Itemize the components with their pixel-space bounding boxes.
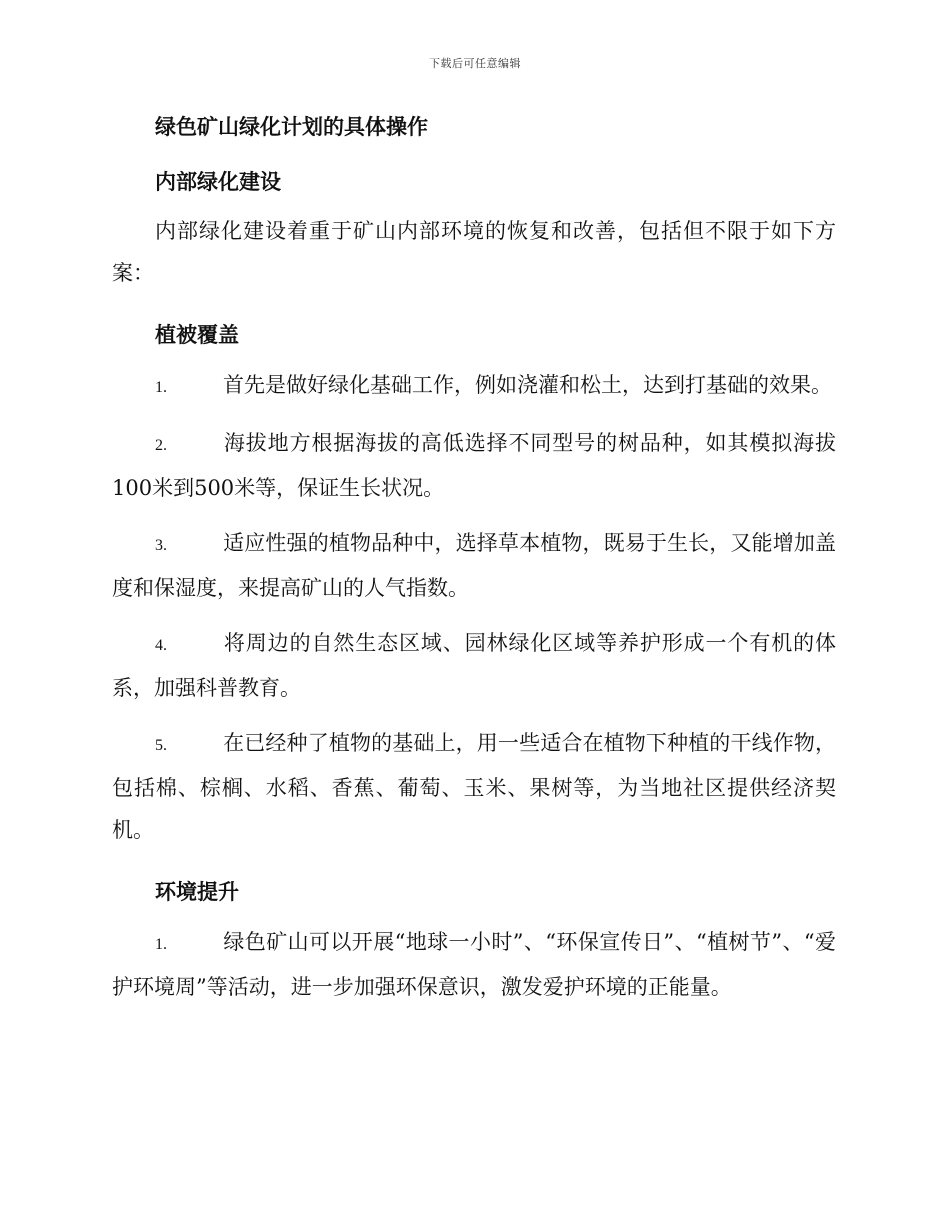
list-item-number: 1. bbox=[155, 936, 167, 953]
list-item bbox=[112, 622, 836, 709]
list-item bbox=[112, 522, 836, 609]
list-item-number: 3. bbox=[155, 537, 167, 554]
list-item-text: 适应性强的植物品种中，选择草本植物，既易于生长，又能增加盖度和保湿度，来提高矿山的人气指数。 bbox=[112, 531, 836, 600]
list-item bbox=[112, 364, 836, 409]
section-intro-paragraph: 内部绿化建设着重于矿山内部环境的恢复和改善，包括但不限于如下方案： bbox=[112, 219, 836, 285]
list-item bbox=[112, 422, 836, 509]
section-heading-vegetation-cover: 植被覆盖 bbox=[155, 323, 239, 347]
section-heading-internal-greening: 内部绿化建设 bbox=[155, 170, 281, 194]
list-item bbox=[112, 921, 836, 1008]
list-item-text: 首先是做好绿化基础工作，例如浇灌和松土，达到打基础的效果。 bbox=[223, 373, 832, 397]
list-item-number: 4. bbox=[155, 637, 167, 654]
page-header-note: 下载后可任意编辑 bbox=[429, 57, 521, 70]
document-title: 绿色矿山绿化计划的具体操作 bbox=[155, 115, 428, 139]
list-item-number: 5. bbox=[155, 737, 167, 754]
section-heading-environment-improvement: 环境提升 bbox=[155, 880, 239, 904]
list-item-text: 绿色矿山可以开展“地球一小时”、“环保宣传日”、“植树节”、“爱护环境周”等活动，进一步加强环保意识，激发爱护环境的正能量。 bbox=[112, 930, 836, 999]
list-item-text: 将周边的自然生态区域、园林绿化区域等养护形成一个有机的体系，加强科普教育。 bbox=[112, 631, 836, 700]
list-item-number: 1. bbox=[155, 379, 167, 396]
list-item-text: 在已经种了植物的基础上，用一些适合在植物下种植的干线作物，包括棉、棕榈、水稻、香蕉、葡萄、玉米、果树等，为当地社区提供经济契机。 bbox=[112, 731, 836, 842]
list-item-number: 2. bbox=[155, 437, 167, 454]
document-body bbox=[112, 108, 836, 1008]
list-item bbox=[112, 722, 836, 851]
list-item-text: 海拔地方根据海拔的高低选择不同型号的树品种，如其模拟海拔100米到500米等，保证生长状况。 bbox=[112, 431, 836, 500]
